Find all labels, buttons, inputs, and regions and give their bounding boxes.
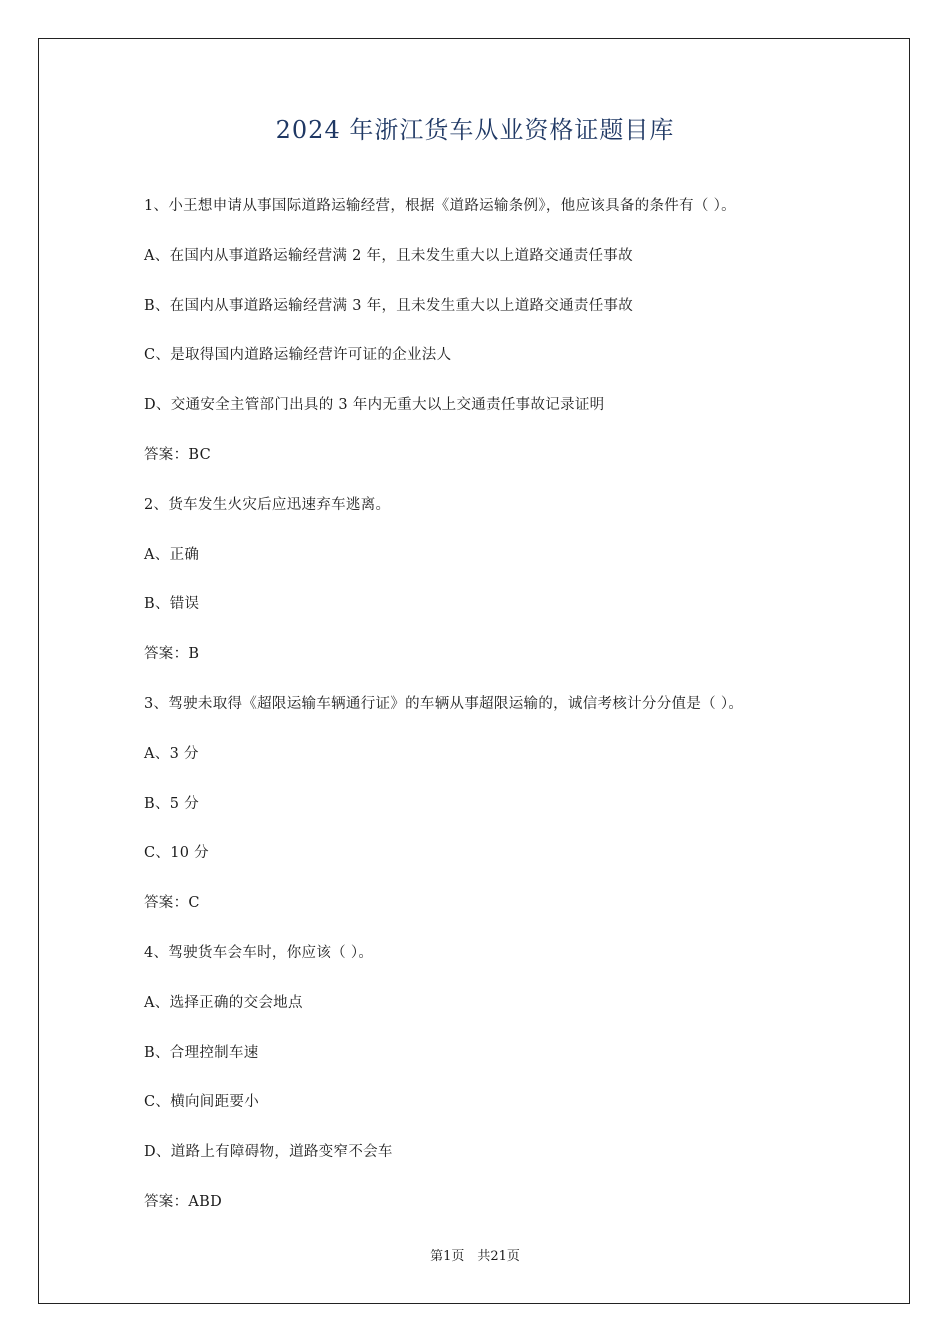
page-footer: 第1页 共21页 — [430, 1249, 520, 1264]
q4-answer: 答案：ABD — [144, 1193, 223, 1210]
q2-answer: 答案：B — [144, 646, 200, 663]
q4-stem: 4、驾驶货车会车时，你应该（ ）。 — [144, 944, 374, 961]
q2-option-a: A、正确 — [144, 546, 200, 563]
q3-option-c: C、10 分 — [144, 845, 209, 862]
q1-answer: 答案：BC — [144, 446, 212, 463]
q1-option-c: C、是取得国内道路运输经营许可证的企业法人 — [144, 347, 452, 364]
q2-option-b: B、错误 — [144, 596, 200, 613]
q3-option-a: A、3 分 — [144, 745, 199, 762]
q1-option-d: D、交通安全主管部门出具的 3 年内无重大以上交通责任事故记录证明 — [144, 397, 605, 414]
q3-answer: 答案：C — [144, 895, 200, 912]
question-content — [144, 196, 844, 1242]
q1-option-b: B、在国内从事道路运输经营满 3 年，且未发生重大以上道路交通责任事故 — [144, 297, 634, 314]
q2-stem: 2、货车发生火灾后应迅速弃车逃离。 — [144, 496, 391, 513]
q4-option-c: C、横向间距要小 — [144, 1094, 259, 1111]
q3-option-b: B、5 分 — [144, 795, 199, 812]
q4-option-d: D、道路上有障碍物，道路变窄不会车 — [144, 1144, 393, 1161]
q1-option-a: A、在国内从事道路运输经营满 2 年，且未发生重大以上道路交通责任事故 — [144, 247, 633, 264]
q4-option-a: A、选择正确的交会地点 — [144, 994, 303, 1011]
q4-option-b: B、合理控制车速 — [144, 1044, 259, 1061]
q3-stem: 3、驾驶未取得《超限运输车辆通行证》的车辆从事超限运输的，诚信考核计分分值是（ ）。 — [144, 695, 744, 712]
q1-stem: 1、小王想申请从事国际道路运输经营，根据《道路运输条例》，他应该具备的条件有（ ）。 — [144, 198, 736, 214]
document-title: 2024 年浙江货车从业资格证题目库 — [275, 116, 675, 144]
